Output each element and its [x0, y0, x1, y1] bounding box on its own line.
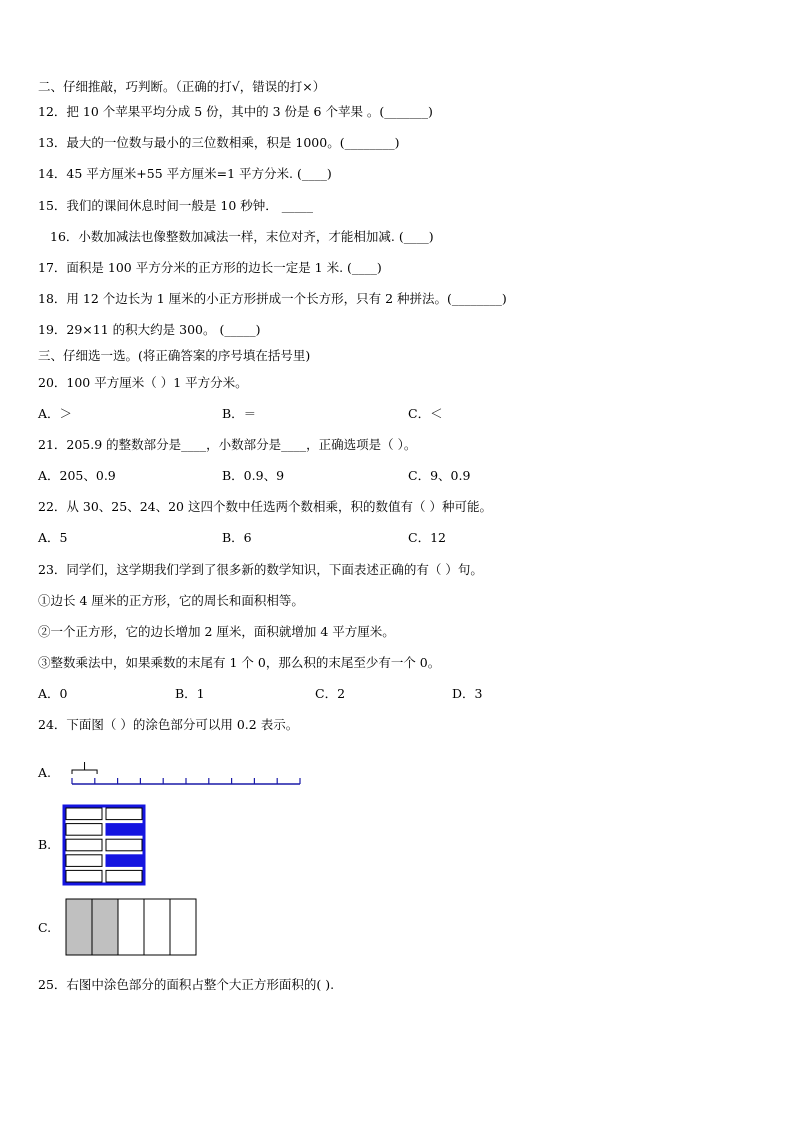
q24-label-a: A. — [38, 765, 52, 780]
q22-option-a: A．5 — [38, 530, 68, 545]
bar-cell — [118, 899, 144, 955]
question-14: 14．45 平方厘米+55 平方厘米=1 平方分米. (____) — [38, 166, 332, 181]
question-18: 18．用 12 个边长为 1 厘米的小正方形拼成一个长方形，只有 2 种拼法。(________) — [38, 291, 507, 306]
section3-heading: 三、仔细选一选。(将正确答案的序号填在括号里) — [38, 348, 311, 363]
q21-option-a: A．205、0.9 — [38, 468, 116, 483]
question-16: 16．小数加减法也像整数加减法一样，末位对齐，才能相加减. (____) — [50, 229, 434, 244]
q24-figure-a-number-line — [66, 758, 306, 788]
question-17: 17．面积是 100 平方分米的正方形的边长一定是 1 米. (____) — [38, 260, 382, 275]
bar-cell — [170, 899, 196, 955]
question-12: 12．把 10 个苹果平均分成 5 份，其中的 3 份是 6 个苹果 。(_______) — [38, 104, 433, 119]
question-23: 23．同学们，这学期我们学到了很多新的数学知识，下面表述正确的有（ ）句。 — [38, 562, 483, 577]
bar-cell-shaded — [66, 899, 92, 955]
grid-cell — [66, 870, 102, 882]
question-19: 19．29×11 的积大约是 300。 (_____) — [38, 322, 261, 337]
q22-option-c: C．12 — [408, 530, 446, 545]
grid-cell — [106, 839, 142, 851]
q20-option-a: A．＞ — [38, 406, 73, 421]
grid-cell — [66, 808, 102, 820]
grid-cell-shaded — [106, 824, 142, 836]
bracket — [72, 770, 97, 774]
q24-label-c: C. — [38, 920, 52, 935]
q20-option-b: B．＝ — [222, 406, 257, 421]
q23-option-b: B．1 — [175, 686, 205, 701]
bar-cell-shaded — [92, 899, 118, 955]
q23-option-a: A．0 — [38, 686, 68, 701]
question-25: 25．右图中涂色部分的面积占整个大正方形面积的( ). — [38, 977, 335, 992]
grid-cell — [106, 870, 142, 882]
question-22: 22．从 30、25、24、20 这四个数中任选两个数相乘，积的数值有（ ）种可能。 — [38, 499, 492, 514]
question-13: 13．最大的一位数与最小的三位数相乘，积是 1000。(________) — [38, 135, 400, 150]
q24-label-b: B. — [38, 837, 52, 852]
q23-statement-3: ③整数乘法中，如果乘数的末尾有 1 个 0，那么积的末尾至少有一个 0。 — [38, 655, 441, 670]
q23-option-d: D．3 — [452, 686, 483, 701]
grid-cell — [106, 808, 142, 820]
question-15: 15．我们的课间休息时间一般是 10 秒钟． _____ — [38, 198, 313, 213]
grid-cell-shaded — [106, 855, 142, 867]
q20-option-c: C．＜ — [408, 406, 443, 421]
q23-statement-2: ②一个正方形，它的边长增加 2 厘米，面积就增加 4 平方厘米。 — [38, 624, 395, 639]
q24-figure-b-grid — [62, 805, 146, 885]
bar-cell — [144, 899, 170, 955]
question-24: 24．下面图（ ）的涂色部分可以用 0.2 表示。 — [38, 717, 299, 732]
grid-cell — [66, 824, 102, 836]
question-21: 21．205.9 的整数部分是____，小数部分是____，正确选项是（ ）。 — [38, 437, 417, 452]
q24-figure-c-bar — [65, 898, 199, 958]
grid-cell — [66, 839, 102, 851]
q23-option-c: C．2 — [315, 686, 346, 701]
q21-option-c: C．9、0.9 — [408, 468, 471, 483]
question-20: 20．100 平方厘米（ ）1 平方分米。 — [38, 375, 248, 390]
q22-option-b: B．6 — [222, 530, 252, 545]
section2-heading: 二、仔细推敲，巧判断。（正确的打√，错误的打×） — [38, 79, 326, 94]
q23-statement-1: ①边长 4 厘米的正方形，它的周长和面积相等。 — [38, 593, 304, 608]
q21-option-b: B．0.9、9 — [222, 468, 285, 483]
grid-cell — [66, 855, 102, 867]
